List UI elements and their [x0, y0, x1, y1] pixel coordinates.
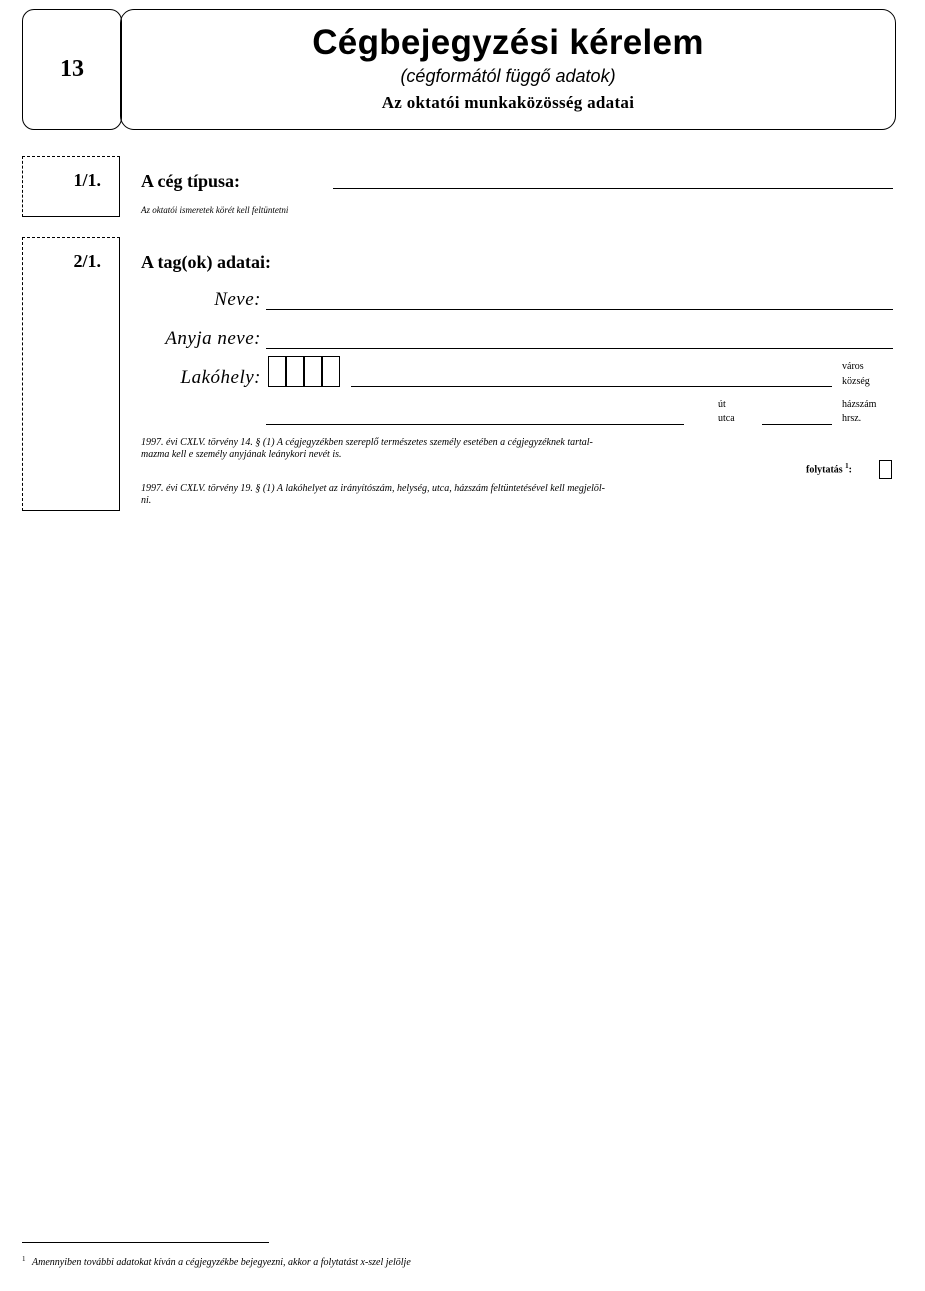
form-number: 13	[60, 56, 84, 82]
postcode-digit-box[interactable]	[322, 356, 340, 387]
street-label: utca	[718, 413, 735, 424]
section-1-number-box	[22, 156, 120, 217]
mother-name-field[interactable]	[266, 348, 893, 349]
continue-label: folytatás $^1$:	[806, 462, 853, 476]
company-type-field[interactable]	[333, 188, 893, 189]
legal-note-residence: 1997. évi CXLV. törvény 19. § (1) A lakóhelyet az irányítószám, helység, utca, házszám feltüntetésével kell megjelöl- ni.	[141, 483, 605, 506]
mother-name-label: Anyja neve:	[165, 328, 261, 349]
section-2-number-box	[22, 237, 120, 511]
continue-checkbox[interactable]	[879, 460, 892, 479]
city-label: város	[842, 361, 864, 372]
footnote-divider	[22, 1242, 269, 1243]
lot-number-label: hrsz.	[842, 413, 862, 424]
house-number-field[interactable]	[762, 424, 832, 425]
section-1-number: 1/1.	[73, 170, 101, 190]
name-label: Neve:	[214, 289, 261, 310]
name-field[interactable]	[266, 309, 893, 310]
company-type-hint: Az oktatói ismeretek körét kell feltüntetni	[141, 205, 289, 215]
title-box	[120, 9, 896, 130]
road-label: út	[718, 399, 726, 410]
city-field[interactable]	[351, 386, 832, 387]
section-2-number: 2/1.	[73, 251, 101, 271]
members-data-label: A tag(ok) adatai:	[141, 252, 271, 272]
form-number-box	[22, 9, 122, 130]
postcode-digit-box[interactable]	[286, 356, 304, 387]
page-subtitle: (cégformától függő adatok)	[400, 66, 616, 86]
village-label: község	[842, 376, 870, 387]
postcode-digit-box[interactable]	[304, 356, 322, 387]
company-type-label: A cég típusa:	[141, 171, 240, 191]
residence-label: Lakóhely:	[180, 367, 261, 388]
legal-note-mother-name: 1997. évi CXLV. törvény 14. § (1) A cégjegyzékben szereplő természetes személy esetében a cégjegyzéknek tartal- mazma kell e személy anyjának leánykori nevét is.	[141, 437, 593, 460]
footnote: $^1$ Amennyiben további adatokat kíván a cégjegyzékbe bejegyezni, akkor a folytatást x-szel jelölje	[22, 1255, 411, 1269]
postcode-digit-box[interactable]	[268, 356, 286, 387]
house-number-label: házszám	[842, 399, 877, 410]
street-field[interactable]	[266, 424, 684, 425]
form-section-title: Az oktatói munkaközösség adatai	[381, 93, 635, 112]
page-title: Cégbejegyzési kérelem	[312, 23, 704, 62]
